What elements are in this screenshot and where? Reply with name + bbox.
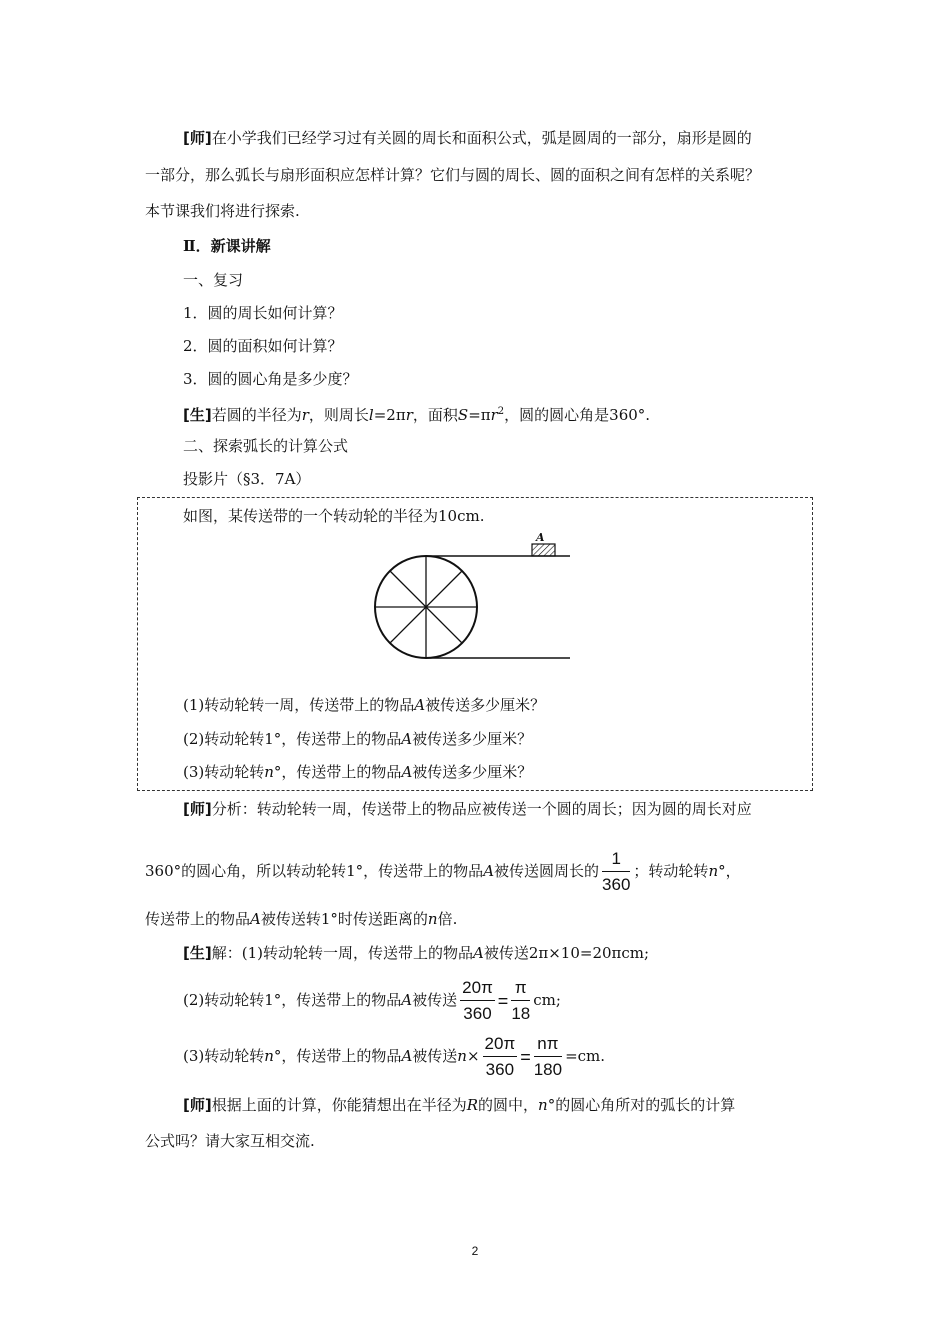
analysis-line-2: 360°的圆心角，所以转动轮转1°，传送带上的物品A被传送圆周长的 $\frac{1}{360}$ ；转动轮转n°， [145, 849, 741, 894]
intro-line-2: 一部分，那么弧长与扇形面积应怎样计算？它们与圆的周长、圆的面积之间有怎样的关系呢？ [145, 166, 761, 184]
review-question-2: 2．圆的面积如何计算？ [183, 337, 343, 355]
explore-heading: 二、探索弧长的计算公式 [183, 437, 349, 455]
review-question-1: 1．圆的周长如何计算？ [183, 304, 343, 322]
solution-line-2: (2)转动轮转1°，传送带上的物品A被传送 $\frac{20\pi}{360}$ = $\frac{\pi}{18}$ cm; [183, 978, 561, 1023]
fraction-one-over-360: $\frac{1}{360}$ [602, 849, 631, 894]
fraction-20pi-over-360: $\frac{20\pi}{360}$ [462, 978, 493, 1023]
box-intro: 如图，某传送带的一个转动轮的半径为10cm. [183, 507, 485, 525]
teacher-tag: [师] [183, 129, 212, 147]
section-heading-new-lesson: Ⅱ．新课讲解 [183, 237, 271, 255]
student-tag: [生] [183, 944, 212, 962]
analysis-line-1: [师]分析：转动轮转一周，传送带上的物品应被传送一个圆的周长；因为圆的周长对应 [183, 800, 752, 818]
fraction-npi-over-180: $\frac{n\pi}{180}$ [533, 1034, 563, 1079]
object-a-block [532, 544, 555, 556]
fraction-pi-over-18: $\frac{\pi}{18}$ [511, 978, 531, 1023]
page-number: 2 [471, 1244, 479, 1258]
object-a-label: A [536, 531, 545, 544]
review-question-3: 3．圆的圆心角是多少度？ [183, 370, 358, 388]
solution-line-1: [生]解：(1)转动轮转一周，传送带上的物品A被传送2π×10=20πcm; [183, 944, 650, 962]
student-answer: [生]若圆的半径为r，则周长l=2πr，面积$S=\pi r^2$，圆的圆心角是360°. [183, 406, 651, 424]
teacher-tag: [师] [183, 800, 212, 818]
box-question-2: (2)转动轮转1°，传送带上的物品A被传送多少厘米？ [183, 730, 533, 748]
student-tag: [生] [183, 406, 212, 424]
teacher-tag: [师] [183, 1096, 212, 1114]
intro-line-3: 本节课我们将进行探索. [145, 202, 300, 220]
box-question-1: (1)转动轮转一周，传送带上的物品A被传送多少厘米？ [183, 696, 546, 714]
analysis-line-3: 传送带上的物品A被传送转1°时传送距离的n倍. [145, 910, 458, 928]
slide-reference: 投影片（§3．7A） [183, 470, 311, 488]
box-question-3: (3)转动轮转n°，传送带上的物品A被传送多少厘米？ [183, 763, 533, 781]
fraction-20pi-over-360: $\frac{20\pi}{360}$ [484, 1034, 516, 1079]
solution-line-3: (3)转动轮转n°，传送带上的物品A被传送n× $\frac{20\pi}{360}$ = $\frac{n\pi}{180}$ =cm. [183, 1034, 606, 1079]
closing-line-1: [师]根据上面的计算，你能猜想出在半径为R的圆中，n°的圆心角所对的弧长的计算 [183, 1096, 736, 1114]
intro-line-1: [师]在小学我们已经学习过有关圆的周长和面积公式，弧是圆周的一部分，扇形是圆的 [183, 129, 752, 147]
conveyor-wheel-figure [360, 530, 580, 670]
closing-line-2: 公式吗？请大家互相交流. [145, 1132, 315, 1150]
review-heading: 一、复习 [183, 271, 244, 289]
